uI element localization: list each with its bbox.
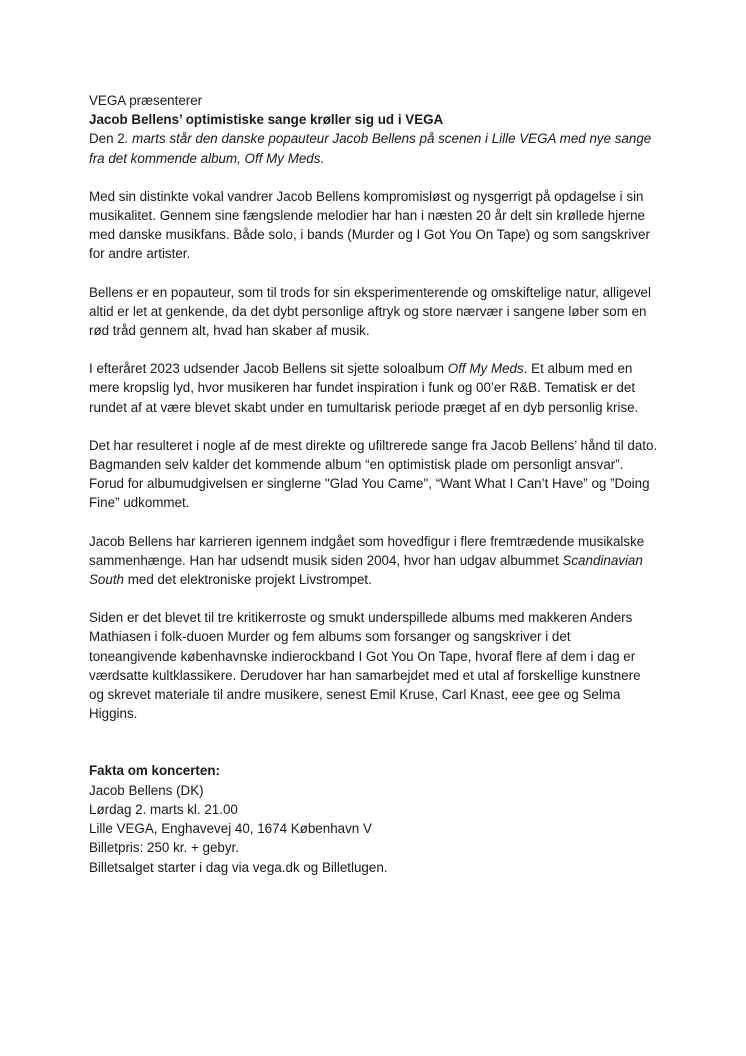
facts-date: Lørdag 2. marts kl. 21.00 bbox=[89, 801, 238, 817]
lead-prefix: Den 2 bbox=[89, 131, 125, 147]
p5-text-b: med det elektroniske projekt Livstrompet. bbox=[124, 572, 372, 588]
body-paragraph-3 bbox=[89, 359, 659, 417]
p3-text-a: I efteråret 2023 udsender Jacob Bellens sit sjette soloalbum bbox=[89, 361, 448, 377]
album-title-scandinavian-south: Scandinavian South bbox=[89, 552, 643, 588]
body-paragraph-5 bbox=[89, 532, 659, 590]
album-title-off-my-meds: Off My Meds bbox=[447, 361, 524, 377]
venue-name: Lille VEGA bbox=[89, 821, 154, 837]
body-paragraph-4: Det har resulteret i nogle af de mest direkte og ufiltrerede sange fra Jacob Bellens’ hånd til dato. Bagmanden selv kalder det kommende album “en optimistisk plade om personligt ansvar”. Forud for albumudgivelsen er singlerne "Glad You Came", “Want What I Can’t Have” og ”Doing Fine” udkommet. bbox=[89, 437, 658, 511]
facts-sale-info: Billetsalget starter i dag via vega.dk og Billetlugen. bbox=[89, 859, 388, 875]
venue-address: , Enghavevej 40, 1674 København V bbox=[153, 821, 372, 837]
facts-title: Fakta om koncerten: bbox=[89, 763, 220, 779]
document-page bbox=[89, 91, 659, 877]
facts-artist: Jacob Bellens (DK) bbox=[89, 782, 204, 798]
headline: Jacob Bellens’ optimistiske sange krøller sig ud i VEGA bbox=[89, 112, 444, 128]
p3-text-b: . Et album med en mere kropslig lyd, hvor musikeren har fundet inspiration i funk og 00’er R&B. Tematisk er det rundet af at være blevet skabt under en tumultarisk periode præget af en dyb personlig krise. bbox=[89, 361, 639, 415]
body-paragraph-1: Med sin distinkte vokal vandrer Jacob Bellens kompromisløst og nysgerrigt på opdagelse i sin musikalitet. Gennem sine fængslende melodier har han i næsten 20 år delt sin krøllede hjerne med danske musikfans. Både solo, i bands (Murder og I Got You On Tape) og som sangskriver for andre artister. bbox=[89, 188, 650, 262]
body-paragraph-6: Siden er det blevet til tre kritikerroste og smukt underspillede albums med makkeren Anders Mathiasen i folk-duoen Murder og fem albums som forsanger og sangskriver i det toneangivende københavnske indierockband I Got You On Tape, hvoraf flere af dem i dag er værdsatte kultklassikere. Derudover har han samarbejdet med et utal af forskellige kunstnere og skrevet materiale til andre musikere, senest Emil Kruse, Carl Knast, eee gee og Selma Higgins. bbox=[89, 610, 641, 722]
concert-facts bbox=[89, 761, 659, 876]
facts-venue bbox=[89, 819, 659, 838]
lead-italic-text: . marts står den danske popauteur Jacob Bellens på scenen i Lille VEGA med nye sange fra det kommende album, Off My Meds. bbox=[89, 131, 652, 166]
presenter-line: VEGA præsenterer bbox=[89, 93, 203, 108]
press-header bbox=[89, 91, 659, 168]
p5-text-a: Jacob Bellens har karrieren igennem indgået som hovedfigur i flere fremtrædende musikalske sammenhænge. Han har udsendt musik siden 2004, hvor han udgav albummet bbox=[89, 533, 645, 568]
lead-paragraph bbox=[89, 129, 659, 167]
facts-price: Billetpris: 250 kr. + gebyr. bbox=[89, 840, 239, 856]
body-paragraph-2: Bellens er en popauteur, som til trods for sin eksperimenterende og omskiftelige natur, alligevel altid er let at genkende, da det dybt personlige aftryk og store nærvær i sangene løber som en rød tråd gennem alt, hvad han skaber af musik. bbox=[89, 284, 651, 339]
